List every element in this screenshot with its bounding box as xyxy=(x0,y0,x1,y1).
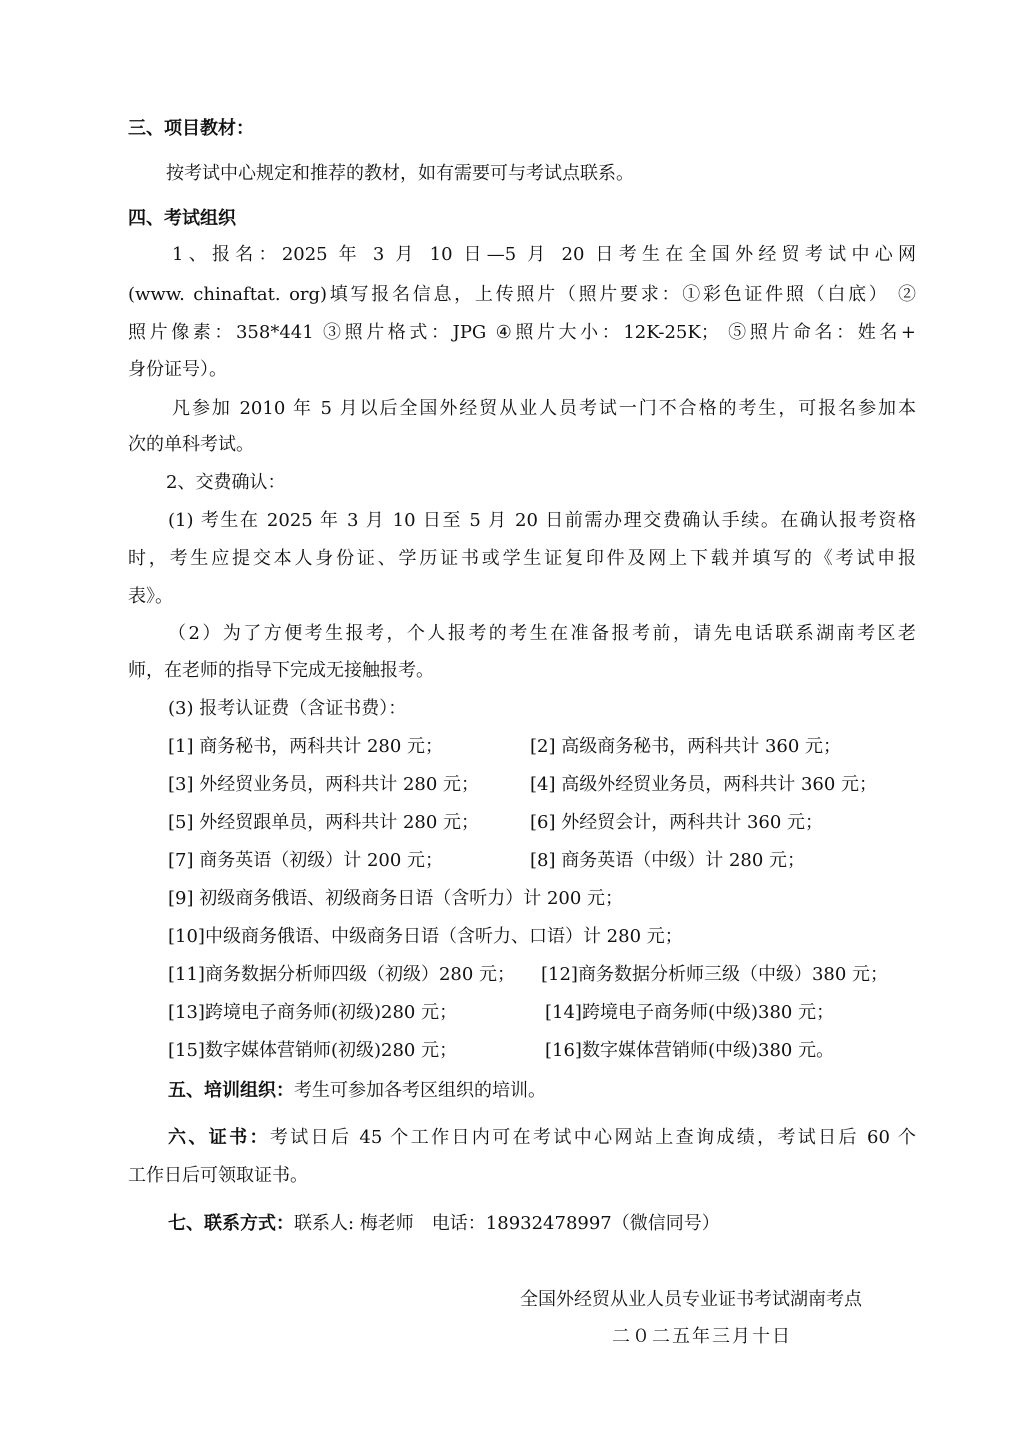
section-6-line xyxy=(168,1127,916,1149)
registration-line: 照片像素：358*441 ③照片格式：JPG ④照片大小：12K-25K； ⑤照片命名：姓名+ xyxy=(128,322,916,343)
section-7-heading: 七、联系方式： xyxy=(168,1213,294,1234)
fee-item: [9] 初级商务俄语、初级商务日语（含听力）计 200 元； xyxy=(168,888,624,909)
fee-item: [4] 高级外经贸业务员，两科共计 360 元； xyxy=(530,774,878,795)
fee-item: [14]跨境电子商务师(中级)380 元； xyxy=(545,1002,835,1023)
fee-item: [15]数字媒体营销师(初级)280 元； xyxy=(168,1040,458,1061)
fee-item: [2] 高级商务秘书，两科共计 360 元； xyxy=(530,736,842,757)
single-exam-line: 次的单科考试。 xyxy=(128,434,254,455)
fee-item: [10]中级商务俄语、中级商务日语（含听力、口语）计 280 元； xyxy=(168,926,683,947)
payment-heading: 2、交费确认： xyxy=(166,472,286,493)
section-5-body: 考生可参加各考区组织的培训。 xyxy=(294,1080,546,1101)
registration-line: (www. chinaftat. org)填写报名信息，上传照片（照片要求：①彩色证件照（白底） ② xyxy=(128,284,916,305)
section-3-heading: 三、项目教材： xyxy=(128,118,254,139)
registration-line: 身份证号）。 xyxy=(128,359,227,380)
fee-item: [5] 外经贸跟单员，两科共计 280 元； xyxy=(168,812,480,833)
fee-heading: (3) 报考认证费（含证书费）： xyxy=(168,698,407,719)
payment-line: 时，考生应提交本人身份证、学历证书或学生证复印件及网上下载并填写的《考试申报 xyxy=(128,548,916,569)
payment-line: 师，在老师的指导下完成无接触报考。 xyxy=(128,660,434,681)
section-6-heading: 六、证书： xyxy=(168,1127,270,1148)
section-6-body: 考试日后 45 个工作日内可在考试中心网站上查询成绩，考试日后 60 个 xyxy=(269,1127,916,1148)
section-4-heading: 四、考试组织 xyxy=(128,208,236,229)
payment-line: 表》。 xyxy=(128,586,173,607)
issue-date: 二０二五年三月十日 xyxy=(612,1326,792,1347)
section-5 xyxy=(168,1080,546,1102)
single-exam-line: 凡参加 2010 年 5 月以后全国外经贸从业人员考试一门不合格的考生，可报名参加本 xyxy=(172,398,916,419)
section-6-line: 工作日后可领取证书。 xyxy=(128,1165,308,1186)
fee-item: [13]跨境电子商务师(初级)280 元； xyxy=(168,1002,458,1023)
fee-item: [6] 外经贸会计，两科共计 360 元； xyxy=(530,812,824,833)
fee-item: [3] 外经贸业务员，两科共计 280 元； xyxy=(168,774,480,795)
fee-item: [16]数字媒体营销师(中级)380 元。 xyxy=(545,1040,835,1061)
fee-item: [1] 商务秘书，两科共计 280 元； xyxy=(168,736,444,757)
payment-line: (1) 考生在 2025 年 3 月 10 日至 5 月 20 日前需办理交费确认手续。在确认报考资格 xyxy=(168,510,916,531)
fee-item: [11]商务数据分析师四级（初级）280 元； xyxy=(168,964,516,985)
registration-line: 1、报名：2025 年 3 月 10 日—5 月 20 日考生在全国外经贸考试中心网 xyxy=(172,244,916,265)
fee-item: [8] 商务英语（中级）计 280 元； xyxy=(530,850,806,871)
section-3-body: 按考试中心规定和推荐的教材，如有需要可与考试点联系。 xyxy=(166,163,634,184)
section-5-heading: 五、培训组织： xyxy=(168,1080,294,1101)
fee-item: [12]商务数据分析师三级（中级）380 元； xyxy=(541,964,889,985)
payment-line: （2）为了方便考生报考，个人报考的考生在准备报考前，请先电话联系湖南考区老 xyxy=(168,623,916,644)
fee-item: [7] 商务英语（初级）计 200 元； xyxy=(168,850,444,871)
issuing-organization: 全国外经贸从业人员专业证书考试湖南考点 xyxy=(520,1289,862,1310)
section-7 xyxy=(168,1213,720,1235)
contact-info: 联系人: 梅老师 电话：18932478997（微信同号） xyxy=(294,1213,720,1234)
